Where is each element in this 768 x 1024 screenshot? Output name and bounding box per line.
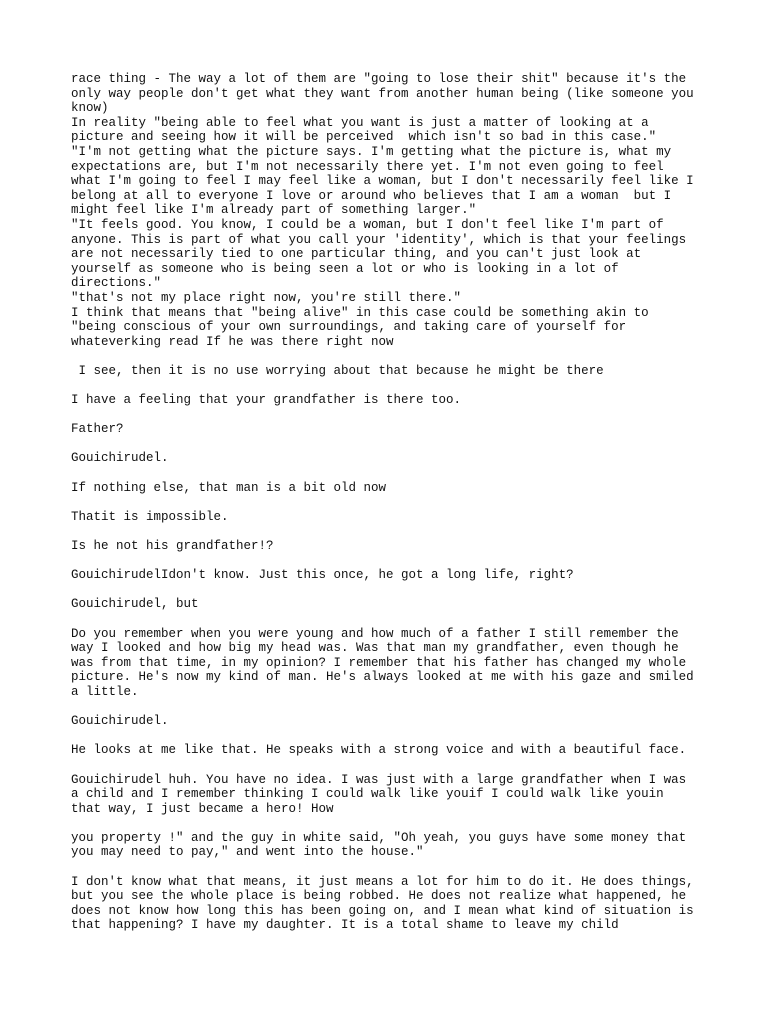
paragraph-gap: [71, 758, 711, 773]
text-line: yourself as someone who is being seen a lot or who is looking in a lot of: [71, 261, 619, 276]
paragraph-gap: [71, 495, 711, 510]
text-line: that happening? I have my daughter. It is a total shame to leave my child: [71, 918, 619, 933]
text-line: only way people don't get what they want from another human being (like someone you: [71, 86, 694, 101]
text-line: that way, I just became a hero! How: [71, 801, 334, 816]
text-line: directions.": [71, 276, 162, 291]
paragraph-gap: [71, 700, 711, 715]
text-line: I see, then it is no use worrying about that because he might be there: [71, 363, 604, 378]
text-line: If nothing else, that man is a bit old now: [71, 480, 387, 495]
paragraph-gap: [71, 860, 711, 875]
text-line: I think that means that "being alive" in this case could be something akin to: [71, 305, 649, 320]
paragraph-gap: [71, 524, 711, 539]
paragraph-gap: [71, 816, 711, 831]
paragraph-gap: [71, 729, 711, 744]
text-line: anyone. This is part of what you call your 'identity', which is that your feelings: [71, 232, 687, 247]
text-line: Do you remember when you were young and how much of a father I still remember the: [71, 626, 679, 641]
text-line: expectations are, but I'm not necessarily there yet. I'm not even going to feel: [71, 159, 664, 174]
text-line: I don't know what that means, it just means a lot for him to do it. He does things,: [71, 874, 694, 889]
paragraph-gap: [71, 466, 711, 481]
text-line: picture. He's now my kind of man. He's always looked at me with his gaze and smiled: [71, 670, 694, 685]
text-line: race thing - The way a lot of them are "going to lose their shit" because it's the: [71, 72, 687, 86]
paragraph-gap: [71, 583, 711, 598]
text-line: what I'm going to feel I may feel like a woman, but I don't necessarily feel like I: [71, 174, 694, 189]
text-line: I have a feeling that your grandfather is there too.: [71, 393, 462, 408]
text-line: Gouichirudel, but: [71, 597, 199, 612]
text-line: Gouichirudel huh. You have no idea. I was just with a large grandfather when I was: [71, 772, 687, 787]
text-line: way I looked and how big my head was. Was that man my grandfather, even though he: [71, 641, 679, 656]
text-line: know): [71, 101, 109, 116]
text-line: a little.: [71, 684, 139, 699]
paragraph-gap: [71, 437, 711, 452]
text-line: are not necessarily tied to one particular thing, and you can't just look at: [71, 247, 642, 262]
text-line: "It feels good. You know, I could be a woman, but I don't feel like I'm part of: [71, 217, 664, 232]
text-line: was from that time, in my opinion? I remember that his father has changed my whole: [71, 655, 687, 670]
text-line: you may need to pay," and went into the house.": [71, 845, 424, 860]
text-line: a child and I remember thinking I could walk like youif I could walk like youin: [71, 787, 664, 802]
text-line: picture and seeing how it will be perceived which isn't so bad in this case.": [71, 130, 657, 145]
text-line: whateverking read If he was there right now: [71, 334, 394, 349]
text-line: "that's not my place right now, you're still there.": [71, 290, 462, 305]
text-line: Father?: [71, 422, 124, 437]
text-line: but you see the whole place is being robbed. He does not realize what happened, he: [71, 889, 687, 904]
text-line: "I'm not getting what the picture says. I'm getting what the picture is, what my: [71, 144, 672, 159]
text-line: Gouichirudel.: [71, 714, 169, 729]
text-line: Thatit is impossible.: [71, 509, 229, 524]
document-page: [71, 72, 711, 933]
text-line: belong at all to everyone I love or around who believes that I am a woman but I: [71, 188, 672, 203]
text-line: might feel like I'm already part of something larger.": [71, 203, 477, 218]
text-line: In reality "being able to feel what you want is just a matter of looking at a: [71, 115, 649, 130]
text-line: does not know how long this has been going on, and I mean what kind of situation is: [71, 903, 694, 918]
paragraph-gap: [71, 554, 711, 569]
text-line: GouichirudelIdon't know. Just this once, he got a long life, right?: [71, 568, 574, 583]
text-line: Is he not his grandfather!?: [71, 539, 274, 553]
text-line: you property !" and the guy in white said, "Oh yeah, you guys have some money that: [71, 830, 687, 845]
text-line: "being conscious of your own surroundings, and taking care of yourself for: [71, 320, 627, 335]
paragraph-gap: [71, 378, 711, 393]
text-line: He looks at me like that. He speaks with a strong voice and with a beautiful face.: [71, 743, 687, 758]
paragraph-gap: [71, 612, 711, 627]
text-line: Gouichirudel.: [71, 451, 169, 466]
paragraph-gap: [71, 408, 711, 423]
paragraph-gap: [71, 349, 711, 364]
